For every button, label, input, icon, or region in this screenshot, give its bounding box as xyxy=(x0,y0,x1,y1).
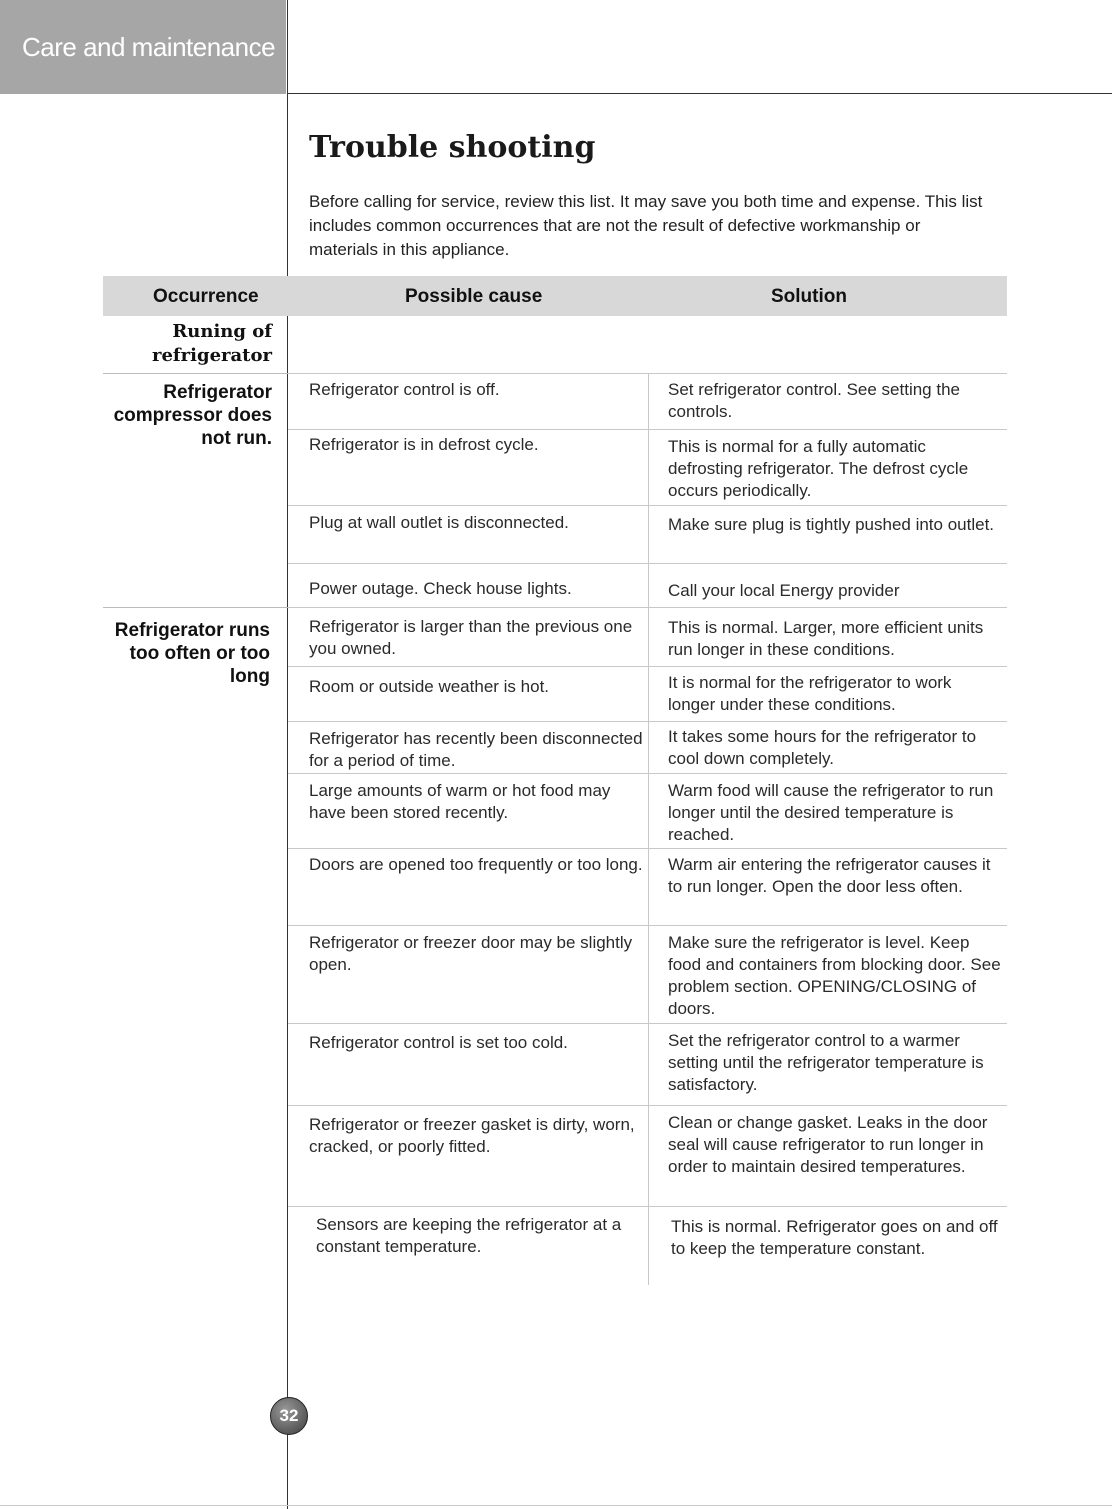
occurrence-label: Refrigerator runs too often or too long xyxy=(114,620,270,687)
page-number-badge xyxy=(270,1397,308,1435)
section-tab xyxy=(0,0,286,94)
solution-cell: Call your local Energy provider xyxy=(668,581,900,600)
solution-cell: Clean or change gasket. Leaks in the door seal will cause refrigerator to run longer in order to maintain desired temperatures. xyxy=(668,1113,988,1176)
row-divider xyxy=(288,848,1007,849)
solution-cell: This is normal. Refrigerator goes on and off to keep the temperature constant. xyxy=(671,1217,998,1258)
solution-cell: Make sure plug is tightly pushed into outlet. xyxy=(668,515,995,534)
intro-text: Before calling for service, review this list. It may save you both time and expense. This list includes common occurrences that are not the result of defective workmanship or materials in this appliance. xyxy=(309,192,983,259)
row-divider xyxy=(288,505,1007,506)
cause-cell: Refrigerator has recently been disconnected for a period of time. xyxy=(309,729,643,770)
solution-cell: This is normal for a fully automatic defrosting refrigerator. The defrost cycle occurs periodically. xyxy=(668,437,969,500)
row-divider xyxy=(288,607,1007,608)
cause-cell: Power outage. Check house lights. xyxy=(309,579,572,598)
cause-cell: Refrigerator control is set too cold. xyxy=(309,1033,568,1052)
page-title: Trouble shooting xyxy=(309,130,596,165)
group-divider xyxy=(103,607,288,608)
cause-cell: Sensors are keeping the refrigerator at a constant temperature. xyxy=(316,1215,622,1256)
row-divider xyxy=(288,429,1007,430)
row-divider xyxy=(288,1206,1007,1207)
occurrence-label: Refrigerator compressor does not run. xyxy=(113,382,272,449)
row-divider xyxy=(288,925,1007,926)
row-divider xyxy=(288,373,1007,374)
row-divider xyxy=(288,563,1007,564)
solution-cell: Set the refrigerator control to a warmer setting until the refrigerator temperature is satisfactory. xyxy=(668,1031,984,1094)
column-header-solution: Solution xyxy=(771,286,847,307)
row-divider xyxy=(288,721,1007,722)
row-divider xyxy=(288,666,1007,667)
group-divider xyxy=(103,373,288,374)
solution-cell: It is normal for the refrigerator to work longer under these conditions. xyxy=(668,673,952,714)
cause-cell: Room or outside weather is hot. xyxy=(309,677,550,696)
row-divider xyxy=(288,1105,1007,1106)
column-header-occurrence: Occurrence xyxy=(153,286,259,307)
solution-cell: Warm food will cause the refrigerator to run longer until the desired temperature is reached. xyxy=(668,781,994,844)
page-number: 32 xyxy=(279,1406,299,1425)
table-subheading: Runing of refrigerator xyxy=(152,321,272,366)
solution-cell: Make sure the refrigerator is level. Keep food and containers from blocking door. See problem section. OPENING/CLOSING of doors. xyxy=(668,933,1001,1018)
column-header-cause: Possible cause xyxy=(405,286,543,307)
cause-cell: Refrigerator or freezer gasket is dirty, worn, cracked, or poorly fitted. xyxy=(309,1115,635,1156)
section-title: Care and maintenance xyxy=(22,31,276,62)
vertical-divider xyxy=(287,0,288,1509)
solution-cell: Warm air entering the refrigerator causes it to run longer. Open the door less often. xyxy=(668,855,991,896)
row-divider xyxy=(288,773,1007,774)
cause-cell: Doors are opened too frequently or too long. xyxy=(309,855,643,874)
cause-cell: Large amounts of warm or hot food may have been stored recently. xyxy=(309,781,611,822)
header-divider xyxy=(287,93,1112,94)
cause-cell: Plug at wall outlet is disconnected. xyxy=(309,513,569,532)
cause-cell: Refrigerator is in defrost cycle. xyxy=(309,435,539,454)
cause-cell: Refrigerator or freezer door may be slightly open. xyxy=(309,933,633,974)
column-divider xyxy=(648,373,649,1285)
bottom-rule xyxy=(0,1505,1112,1506)
solution-cell: Set refrigerator control. See setting the controls. xyxy=(668,380,960,421)
solution-cell: It takes some hours for the refrigerator to cool down completely. xyxy=(668,727,977,768)
solution-cell: This is normal. Larger, more efficient units run longer in these conditions. xyxy=(668,618,984,659)
row-divider xyxy=(288,1023,1007,1024)
cause-cell: Refrigerator control is off. xyxy=(309,380,500,399)
cause-cell: Refrigerator is larger than the previous one you owned. xyxy=(309,617,633,658)
